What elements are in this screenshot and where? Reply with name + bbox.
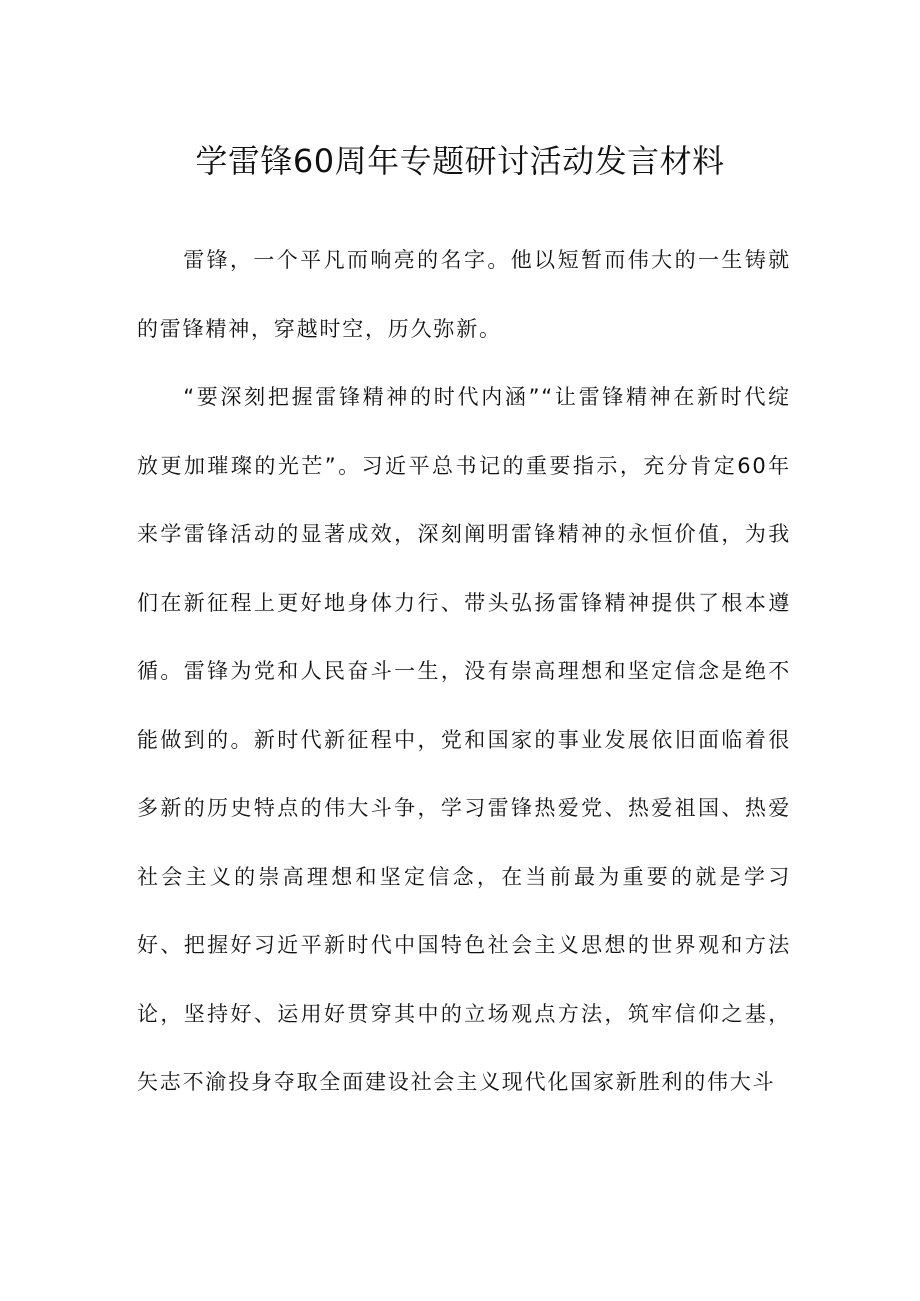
paragraph-intro: 雷锋，一个平凡而响亮的名字。他以短暂而伟大的一生铸就的雷锋精神，穿越时空，历久弥新。: [137, 248, 791, 341]
document-body: [137, 226, 791, 1117]
document-title: 学雷锋60周年专题研讨活动发言材料: [195, 142, 725, 180]
paragraph-main: “要深刻把握雷锋精神的时代内涵”“让雷锋精神在新时代绽放更加璀璨的光芒”。习近平总书记的重要指示，充分肯定60年来学雷锋活动的显著成效，深刻阐明雷锋精神的永恒价值，为我们在新征程上更好地身体力行、带头弘扬雷锋精神提供了根本遵循。雷锋为党和人民奋斗一生，没有崇高理想和坚定信念是绝不能做到的。新时代新征程中，党和国家的事业发展依旧面临着很多新的历史特点的伟大斗争，学习雷锋热爱党、热爱祖国、热爱社会主义的崇高理想和坚定信念，在当前最为重要的就是学习好、把握好习近平新时代中国特色社会主义思想的世界观和方法论，坚持好、运用好贯穿其中的立场观点方法，筑牢信仰之基，矢志不渝投身夺取全面建设社会主义现代化国家新胜利的伟大斗: [137, 385, 791, 1094]
